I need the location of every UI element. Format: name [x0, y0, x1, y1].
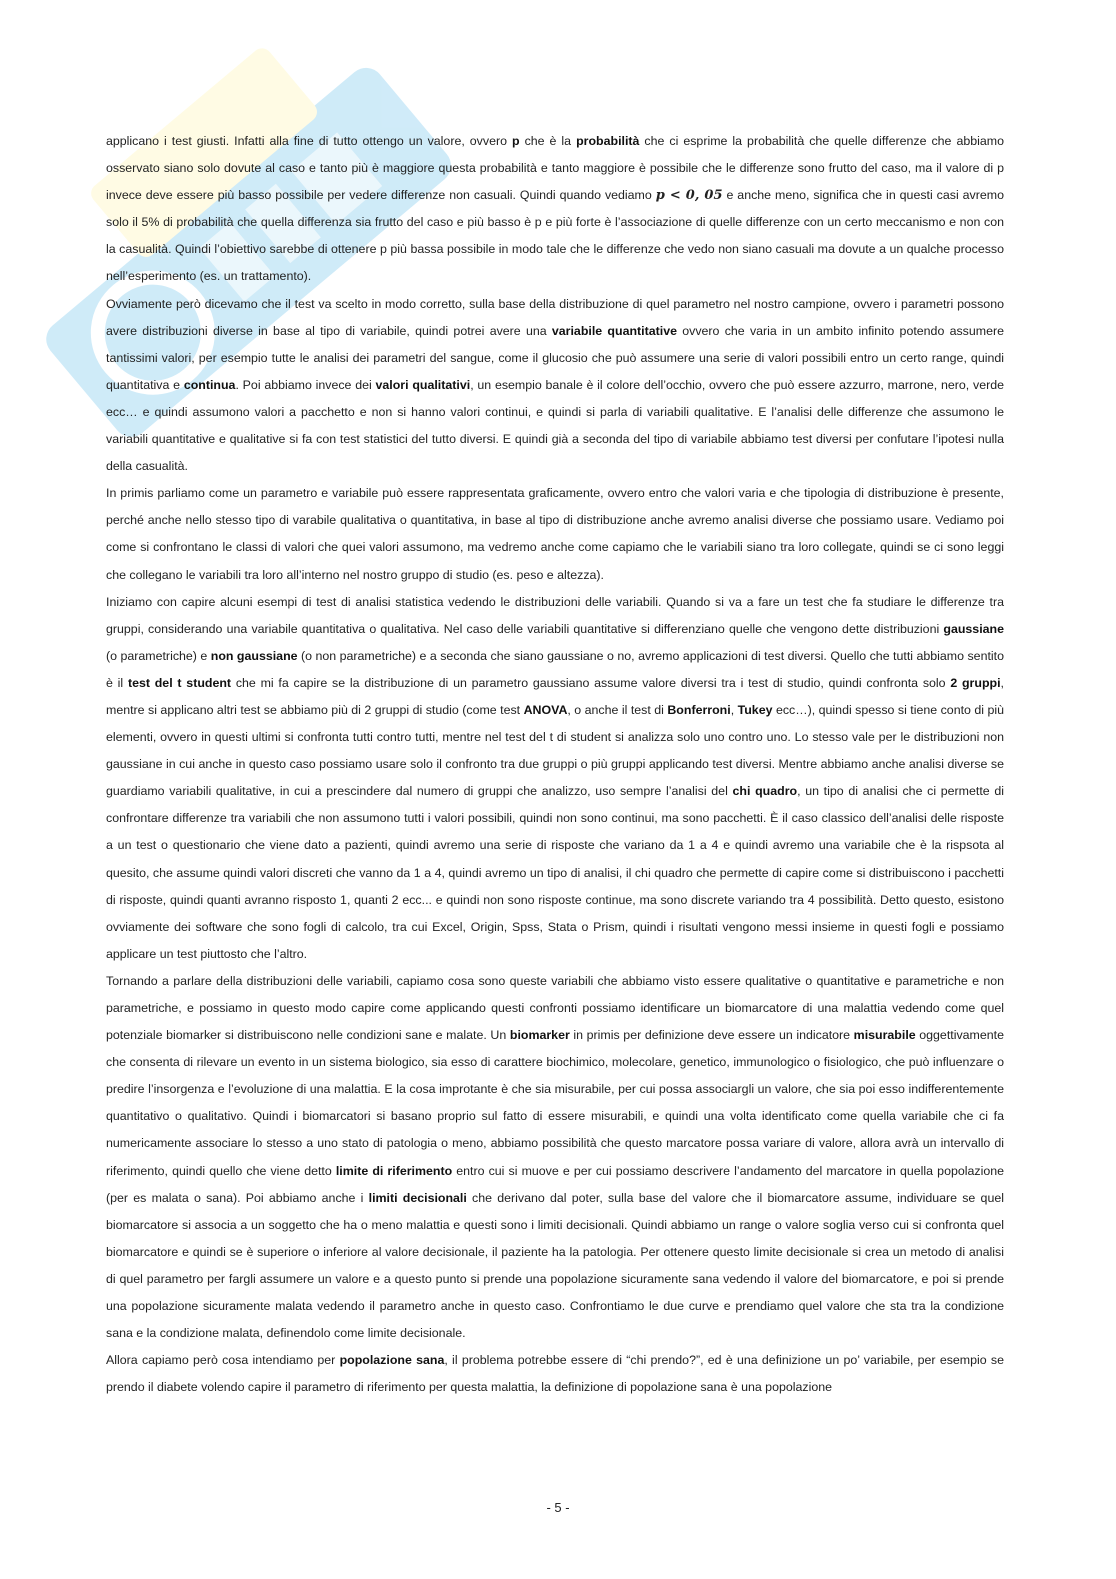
text-run: Ovviamente però dicevamo che il test va scelto in modo corretto, sulla base della distribuzione di quel parametro nel nostro campione, ovvero i parametri possono avere distribuzioni diverse in base al tipo di variabile, quindi potrei avere una	[106, 296, 1004, 338]
paragraph	[106, 291, 1004, 481]
page-number: - 5 -	[546, 1500, 570, 1515]
bold-term: gaussiane	[943, 621, 1004, 636]
bold-term: Bonferroni	[667, 702, 731, 717]
bold-term: valori qualitativi	[375, 377, 471, 392]
text-run: che ci esprime la probabilità che quelle differenze che abbiamo osservato siano solo dovute al caso e tanto più è maggiore questa probabilità e tanto maggiore è possibile che le differenze sono frutto del caso, ma il valore di p invece deve essere più basso possibile per vedere differenze non casuali. Quindi quando vediamo	[106, 134, 1004, 203]
paragraph	[106, 480, 1004, 588]
bold-term: continua	[183, 377, 236, 392]
bold-term: non gaussiane	[210, 648, 298, 663]
text-run: ecc…), quindi spesso si tiene conto di più elementi, ovvero in questi ultimi si confronta tutti contro tutti, mentre nel test del t di student si analizza solo uno contro uno. Lo stesso vale per le distribuzioni non gaussiane in cui anche in questo caso possiamo usare solo il confronto tra due gruppi o più gruppi applicando test diversi. Mentre abbiamo anche analisi diverse se guardiamo variabili qualitative, in cui a prescindere dal numero di gruppi che analizzo, uso sempre l’analisi del	[106, 702, 1005, 799]
bold-term: variabile quantitative	[551, 323, 677, 338]
bold-term: test del t student	[127, 675, 232, 690]
bold-term: limite di riferimento	[335, 1163, 453, 1178]
bold-term: biomarker	[509, 1028, 570, 1043]
math-expression: p < 0, 05	[655, 188, 723, 204]
paragraph	[106, 589, 1004, 968]
text-run: , il problema potrebbe essere di “chi prendo?”, ed è una definizione un po’ variabile, per esempio se prendo il diabete volendo capire il parametro di riferimento per questa malattia, la definizione di popolazione sana è una popolazione	[106, 1353, 1004, 1395]
paragraph	[106, 128, 1004, 291]
bold-term: p	[511, 134, 520, 148]
text-run: , mentre si applicano altri test se abbiamo più di 2 gruppi di studio (come test	[106, 675, 1004, 717]
text-run: ,	[730, 702, 738, 717]
text-run: (o non parametriche) e a seconda che siano gaussiane o no, avremo applicazioni di test diversi. Quello che tutti abbiamo sentito è il	[106, 648, 1004, 690]
paragraph	[106, 1347, 1004, 1401]
text-run: Tornando a parlare della distribuzioni delle variabili, capiamo cosa sono queste variabili che abbiamo visto essere qualitative o quantitative e parametriche e non parametriche, e possiamo in questo modo capire come applicando questi confronti possiamo identificare un biomarcatore di una malattia vedendo come quel potenziale biomarker si distribuiscono nelle condizioni sane e malate. Un	[106, 973, 1004, 1043]
text-run: ovvero che varia in un ambito infinito potendo assumere tantissimi valori, per esempio tutte le analisi dei parametri del sangue, come il glucosio che può assumere una serie di valori possibili entro un certo range, quindi quantitativa e	[106, 323, 1005, 392]
text-run: entro cui si muove e per cui possiamo descrivere l’andamento del marcatore in quella popolazione (per es malata o sana). Poi abbiamo anche i	[106, 1163, 1005, 1205]
text-run: che mi fa capire se la distribuzione di un parametro gaussiano assume valore diversi tra i test di studio, quindi confronta solo	[231, 675, 951, 690]
text-run: , un esempio banale è il colore dell’occhio, ovvero che può essere azzurro, marrone, nero, verde ecc… e quindi assumono valori a pacchetto e non si hanno valori continui, e quindi si parla di variabili qualitative. E l’analisi delle differenze che assumono le variabili quantitative e qualitative si fa con test statistici del tutto diversi. E quindi già a seconda del tipo di variabile abbiamo test diversi per confutare l’ipotesi nulla della casualità.	[106, 377, 1004, 474]
bold-term: ANOVA	[523, 702, 568, 717]
bold-term: limiti decisionali	[368, 1190, 467, 1205]
bold-term: chi quadro	[732, 784, 798, 799]
bold-term: misurabile	[853, 1028, 916, 1043]
paragraph	[106, 968, 1004, 1347]
text-run: che derivano dal poter, sulla base del valore che il biomarcatore assume, individuare se quel biomarcatore si associa a un soggetto che ha o meno malattia e questi sono i limiti decisionali. Quindi abbiamo un range o valore soglia verso cui si confronta quel biomarcatore e quindi se è superiore o inferiore al valore decisionale, il paziente ha la patologia. Per ottenere questo limite decisionale si crea un metodo di analisi di quel parametro per fargli assumere un valore e a questo punto si prende una popolazione sicuramente sana vedendo il valore del biomarcatore, e poi si prende una popolazione sicuramente malata vedendo il parametro anche in questo caso. Confrontiamo le due curve e prendiamo quel valore che sta tra la condizione sana e la condizione malata, definendolo come limite decisionale.	[106, 1190, 1004, 1341]
text-run: e anche meno, significa che in questi casi avremo solo il 5% di probabilità che quella differenza sia frutto del caso e più basso è p e più forte è l’associazione di quelle differenze con un certo meccanismo e non con la casualità. Quindi l’obiettivo sarebbe di ottenere p più bassa possibile in modo tale che le differenze che vedo non siano casuali ma dovute a un qualche processo nell’esperimento (es. un trattamento).	[106, 188, 1004, 284]
text-run: che è la	[519, 134, 577, 148]
text-run: in primis per definizione deve essere un indicatore	[569, 1028, 854, 1043]
text-run: oggettivamente che consenta di rilevare un evento in un sistema biologico, sia esso di carattere biochimico, molecolare, genetico, immunologico o fisiologico, che può influenzare o predire l’insorgenza e l’evoluzione di una malattia. E la cosa improtante è che sia misurabile, per cui possa associargli un valore, che sia poi esso indifferentemente quantitativo o qualitativo. Quindi i biomarcatori si basano proprio sul fatto di essere misurabili, e quindi una volta identificato come quella variabile che ci fa numericamente associare lo stesso a uno stato di patologia o meno, abbiamo possibilità che questo marcatore possa variare di valore, allora avrà un intervallo di riferimento, quindi quello che viene detto	[106, 1028, 1004, 1178]
bold-term: 2 gruppi	[950, 675, 1001, 690]
page-body	[106, 128, 1004, 1401]
bold-term: probabilità	[576, 134, 640, 148]
text-run: Allora capiamo però cosa intendiamo per	[106, 1353, 340, 1368]
bold-term: Tukey	[737, 702, 773, 717]
text-run: , o anche il test di	[567, 702, 668, 717]
text-run: , un tipo di analisi che ci permette di confrontare differenze tra variabili che non assumono tutti i valori possibili, quindi non sono continui, ma sono pacchetti. È il caso classico dell’analisi delle risposte a un test o questionario che viene dato a pazienti, quindi avremo una serie di risposte che variano da 1 a 4 e quindi avremo una variabile che è la rispsota al quesito, che assume quindi valori discreti che vanno da 1 a 4, quindi avremo un tipo di analisi, il chi quadro che permette di capire come si distribuiscono i pacchetti di risposte, quindi quanti avranno risposto 1, quanti 2 ecc... e quindi non sono risposte continue, ma sono discrete variando tra 4 possibilità. Detto questo, esistono ovviamente dei software che sono fogli di calcolo, tra cui Excel, Origin, Spss, Stata o Prism, quindi i risultati vengono messi insieme in questi fogli e possiamo applicare un test piuttosto che l’altro.	[106, 784, 1005, 961]
text-run: In primis parliamo come un parametro e variabile può essere rappresentata graficamente, ovvero entro che valori varia e che tipologia di distribuzione è presente, perché anche nello stesso tipo di varabile qualitativa o quantitativa, in base al tipo di distribuzione anche avremo analisi diverse che possiamo usare. Vediamo poi come si confrontano le classi di valori che quei valori assumono, ma vedremo anche come capiamo che le variabili siano tra loro collegate, quindi se ci sono leggi che collegano le variabili tra loro all’interno nel nostro gruppo di studio (es. peso e altezza).	[106, 486, 1004, 582]
bold-term: popolazione sana	[339, 1353, 445, 1368]
text-run: Iniziamo con capire alcuni esempi di test di analisi statistica vedendo le distribuzioni delle variabili. Quando si va a fare un test che fa studiare le differenze tra gruppi, considerando una variabile quantitativa o qualitativa. Nel caso delle variabili quantitative si differenziano quelle che vengono dette distribuzioni	[106, 594, 1004, 636]
text-run: (o parametriche) e	[106, 648, 211, 663]
text-run: . Poi abbiamo invece dei	[235, 377, 376, 392]
text-run: applicano i test giusti. Infatti alla fine di tutto ottengo un valore, ovvero	[106, 134, 512, 148]
